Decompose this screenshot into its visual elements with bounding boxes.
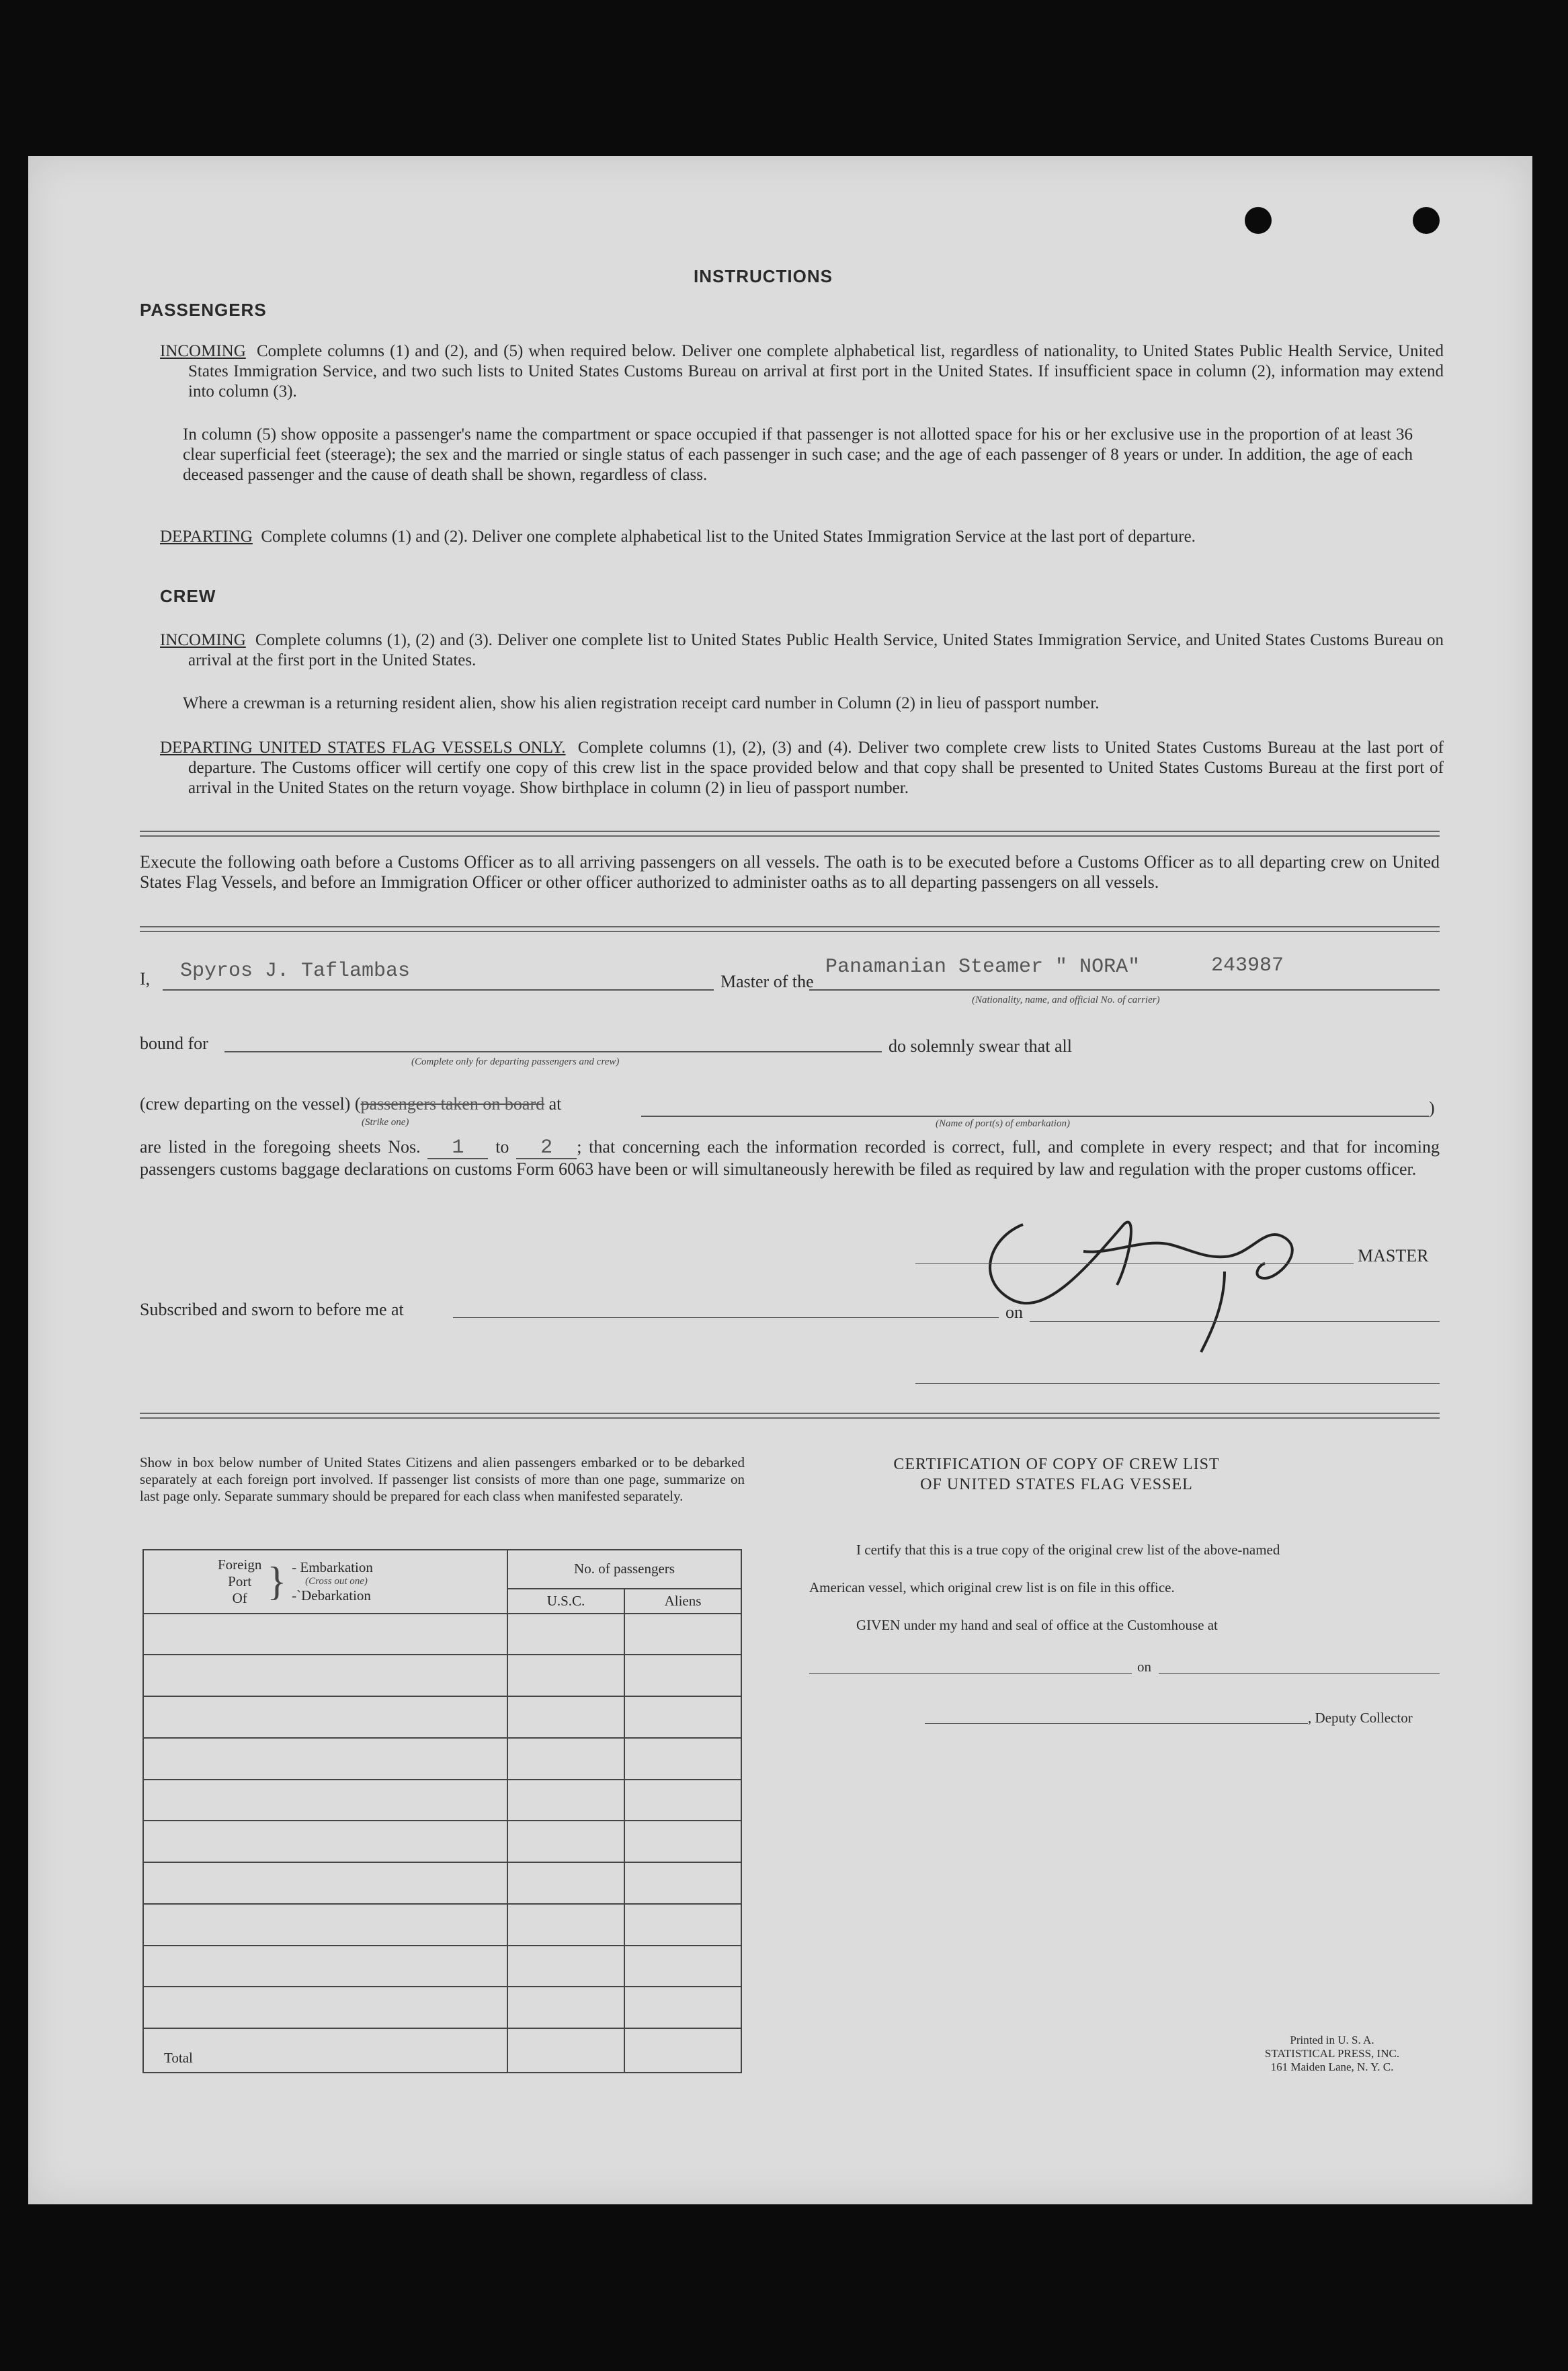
close-paren: ) (1429, 1098, 1435, 1118)
strike-caption: (Strike one) (362, 1117, 409, 1128)
passenger-summary-table (142, 1549, 742, 2073)
table-row (143, 1862, 741, 1904)
port-line (641, 1116, 1429, 1117)
form-sheet (28, 156, 1532, 2204)
usc-header: U.S.C. (507, 1589, 624, 1614)
cert-place-line (809, 1673, 1132, 1674)
cert-text1: I certify that this is a true copy of the original crew list of the above-named (856, 1542, 1280, 1558)
cert-on-label: on (1137, 1659, 1151, 1675)
vessel-caption: (Nationality, name, and official No. of carrier) (972, 995, 1160, 1005)
vessel-line (809, 989, 1440, 991)
incoming-crew-text: Complete columns (1), (2) and (3). Deliver one complete list to United States Public Health Service, United States Immigration Service, and United States Customs Bureau on arrival at the first port in the United States. (188, 631, 1444, 669)
instructions-title: INSTRUCTIONS (694, 266, 833, 286)
official-number: 243987 (1211, 954, 1284, 977)
foreign-port-header (143, 1550, 507, 1614)
divider (140, 1413, 1440, 1419)
oath-i-label: I, (140, 969, 151, 989)
table-row (143, 1655, 741, 1696)
bound-for-line (224, 1051, 882, 1052)
divider (140, 926, 1440, 932)
oath-instructions: Execute the following oath before a Customs Officer as to all arriving passengers on all vessels. The oath is to be executed before a Customs Officer as to all departing crew on United States Flag Vessels, and before an Immigration Officer or other officer authorized to administer oaths as to all departing passengers on all vessels. (140, 852, 1440, 892)
subscribed-date-line (1030, 1321, 1440, 1322)
subscribed-label: Subscribed and sworn to before me at (140, 1300, 404, 1319)
cert-date-line (1159, 1673, 1440, 1674)
column5-text: In column (5) show opposite a passenger's name the compartment or space occupied if that passenger is not allotted space for his or her exclusive use in the proportion of at least 36 clear superficial feet (steerage); the sex and the married or single status of each passenger in such case; and the age of each passenger of 8 years or under. In addition, the age of each deceased passenger and the cause of death shall be shown, regardless of class. (183, 425, 1413, 484)
master-name: Spyros J. Taflambas (180, 960, 411, 983)
departing-flag-text: Complete columns (1), (2), (3) and (4). Deliver two complete crew lists to United States Customs Bureau at the last port of departure. The Customs officer will certify one copy of this crew list in the space provided below and that copy shall be presented to United States Customs Bureau at the first port of arrival in the United States on the return voyage. Show birthplace in column (2) in lieu of passport number. (188, 739, 1444, 797)
departing-flag-label: DEPARTING UNITED STATES FLAG VESSELS ONLY. (160, 739, 566, 757)
printer-line2: STATISTICAL PRESS, INC. (1264, 2047, 1400, 2060)
incoming-label: INCOMING (160, 342, 246, 360)
incoming-passengers-text: Complete columns (1) and (2), and (5) when required below. Deliver one complete alphabetical list, regardless of nationality, to United States Public Health Service, United States Immigration Service, and two such lists to United States Customs Bureau on arrival at first port in the United States. If insufficient space in column (2), information may extend into column (3). (188, 342, 1444, 401)
printer-line1: Printed in U. S. A. (1290, 2034, 1374, 2046)
bound-caption: (Complete only for departing passengers and crew) (411, 1056, 620, 1067)
crew-departing-label: (crew departing (140, 1094, 250, 1114)
crew-departing-line (140, 1094, 561, 1114)
table-row (143, 1696, 741, 1738)
subscribed-line (453, 1317, 999, 1318)
table-row (143, 1946, 741, 1987)
cert-text3: GIVEN under my hand and seal of office at the Customhouse at (856, 1617, 1218, 1633)
bound-for-label: bound for (140, 1034, 208, 1053)
table-row (143, 1987, 741, 2028)
swear-label: do solemnly swear that all (889, 1036, 1072, 1056)
port-label: Port (228, 1573, 252, 1589)
subscribed-on-label: on (1005, 1302, 1023, 1322)
officer-signature-line (915, 1383, 1440, 1384)
column5-paragraph (183, 425, 1413, 485)
table-row (143, 1821, 741, 1862)
embarkation-label: - Embarkation (292, 1558, 373, 1575)
crew-heading: CREW (160, 586, 216, 606)
cert-title-line1: CERTIFICATION OF COPY OF CREW LIST (893, 1456, 1220, 1473)
departing-label: DEPARTING (160, 528, 253, 546)
sheet-from: 1 (427, 1138, 488, 1159)
total-label: Total (143, 2028, 507, 2073)
of-label: Of (232, 1589, 247, 1606)
sheets-paragraph (140, 1137, 1440, 1179)
foreign-label: Foreign (218, 1556, 262, 1573)
crewman-paragraph (183, 694, 1413, 714)
table-row (143, 1780, 741, 1821)
port-caption: (Name of port(s) of embarkation) (936, 1118, 1070, 1129)
incoming-passengers-paragraph (160, 341, 1444, 402)
departing-flag-paragraph (160, 738, 1444, 798)
sheets-suffix: ; that concerning each the information recorded is correct, full, and complete in every respect; and that for incoming passengers customs baggage declarations on customs Form 6063 have been or will simultaneously herewith be filed as required by law and regulation with the proper customs officer. (140, 1137, 1440, 1179)
incoming-crew-paragraph (160, 630, 1444, 671)
summary-instructions: Show in box below number of United States Citizens and alien passengers embarked or to be debarked separately at each foreign port involved. If passenger list consists of more than one page, summarize on last page only. Separate summary should be prepared for each class when manifested separately. (140, 1454, 745, 1504)
printer-imprint (1198, 2034, 1467, 2074)
brace-icon: } (267, 1559, 287, 1604)
punch-hole (1245, 207, 1272, 234)
table-row (143, 1614, 741, 1655)
deputy-collector-label: , Deputy Collector (1308, 1710, 1413, 1726)
signature-line (915, 1263, 1354, 1264)
debarkation-label: -`Debarkation (292, 1587, 371, 1604)
master-of-label: Master of the (720, 972, 814, 991)
aliens-header: Aliens (624, 1589, 741, 1614)
incoming-crew-label: INCOMING (160, 631, 246, 649)
no-passengers-header: No. of passengers (507, 1550, 741, 1589)
cross-out-label: (Cross out one) (305, 1575, 368, 1587)
sheet-to: 2 (516, 1138, 577, 1159)
to-label: to (495, 1137, 509, 1157)
certification-title (821, 1454, 1292, 1495)
departing-passengers-paragraph (160, 527, 1444, 547)
master-signature (969, 1198, 1386, 1359)
punch-hole (1413, 207, 1440, 234)
table-row (143, 1738, 741, 1780)
vessel-name: Panamanian Steamer " NORA" (825, 956, 1141, 979)
on-vessel-label: on the vessel) ( (254, 1094, 361, 1114)
cert-title-line2: OF UNITED STATES FLAG VESSEL (920, 1476, 1193, 1493)
sheets-prefix: are listed in the foregoing sheets Nos. (140, 1137, 421, 1157)
crewman-text: Where a crewman is a returning resident alien, show his alien registration receipt card number in Column (2) in lieu of passport number. (183, 694, 1100, 712)
printer-line3: 161 Maiden Lane, N. Y. C. (1270, 2061, 1394, 2073)
table-row (143, 1904, 741, 1946)
passengers-heading: PASSENGERS (140, 300, 267, 320)
strike-text: passengers taken on board (360, 1094, 545, 1114)
deputy-collector-line (925, 1723, 1308, 1724)
divider (140, 831, 1440, 837)
master-label: MASTER (1358, 1246, 1429, 1265)
total-row (143, 2028, 741, 2073)
at-label: at (548, 1094, 562, 1114)
cert-text2: American vessel, which original crew list is on file in this office. (809, 1579, 1175, 1595)
master-name-line (163, 989, 714, 991)
departing-passengers-text: Complete columns (1) and (2). Deliver one complete alphabetical list to the United States Immigration Service at the last port of departure. (261, 528, 1196, 546)
